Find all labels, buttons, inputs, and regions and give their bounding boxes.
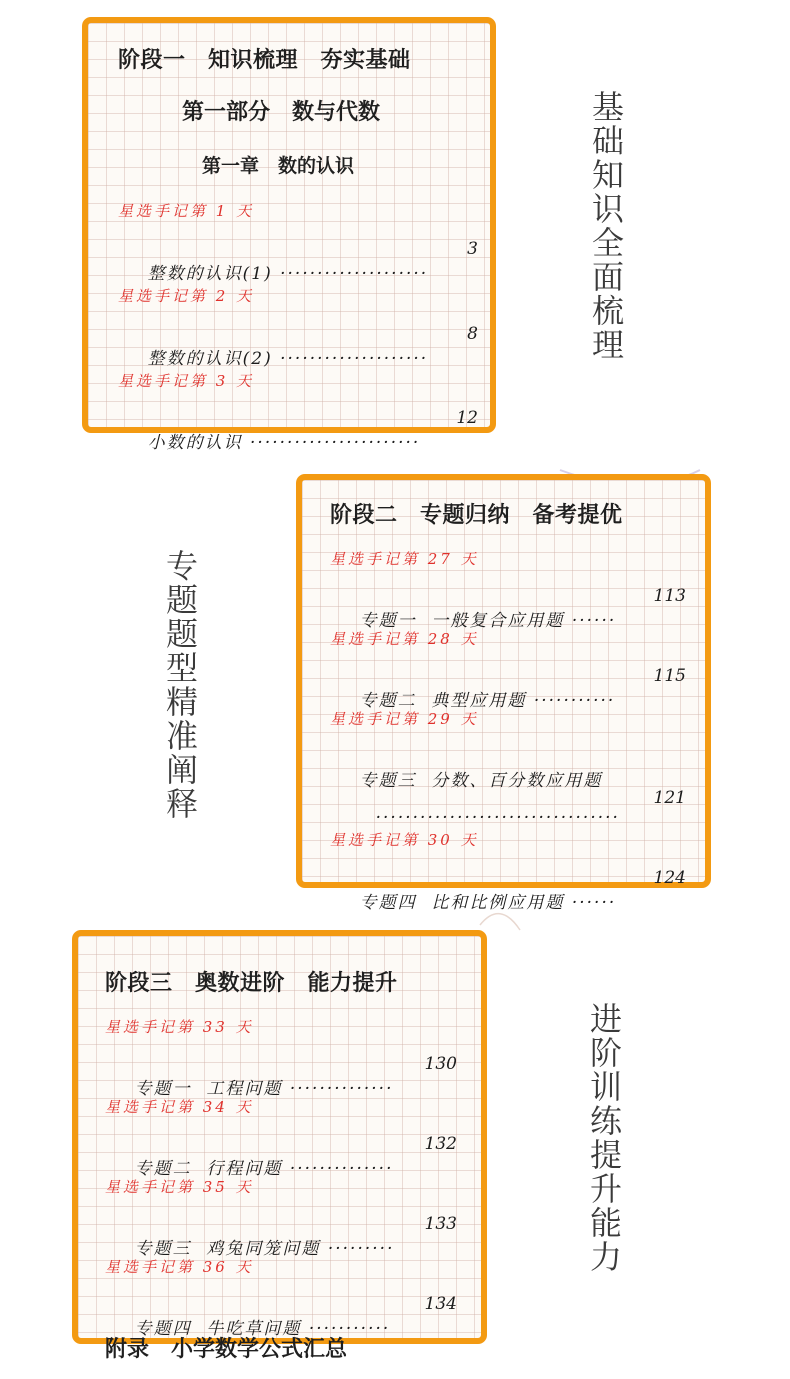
toc-entry[interactable] bbox=[118, 324, 478, 409]
day-note: 星选手记第 34 天 bbox=[105, 1098, 254, 1116]
entry-label: 专题二 典型应用题 ··········· bbox=[359, 691, 616, 711]
day-note: 星选手记第 2 天 bbox=[118, 287, 255, 305]
page-number: 134 bbox=[424, 1294, 457, 1314]
page-number: 3 bbox=[467, 239, 478, 259]
toc-card-stage-2 bbox=[296, 474, 711, 913]
day-note: 星选手记第 29 天 bbox=[330, 710, 479, 728]
page-number: 130 bbox=[424, 1054, 457, 1074]
entry-label: 专题三 分数、百分数应用题 bbox=[359, 771, 603, 791]
side-caption-3: 进阶训练提升能力 bbox=[589, 1000, 622, 1276]
day-note: 星选手记第 27 天 bbox=[330, 550, 479, 568]
entry-label: 小数的认识 ······················· bbox=[147, 433, 421, 453]
day-note: 星选手记第 28 天 bbox=[330, 630, 479, 648]
page-number: 12 bbox=[456, 408, 478, 428]
entry-leader: ································· bbox=[375, 808, 620, 828]
appendix-title-cutoff: 附录 小学数学公式汇总 bbox=[105, 1337, 348, 1362]
entry-label: 整数的认识(1) ···················· bbox=[147, 264, 429, 284]
stage-2-title: 阶段二 专题归纳 备考提优 bbox=[330, 503, 623, 528]
day-note: 星选手记第 1 天 bbox=[118, 202, 255, 220]
entry-label: 整数的认识(2) ···················· bbox=[147, 349, 429, 369]
stage-3-title: 阶段三 奥数进阶 能力提升 bbox=[105, 971, 398, 996]
day-note: 星选手记第 30 天 bbox=[330, 831, 479, 849]
day-note: 星选手记第 33 天 bbox=[105, 1018, 254, 1036]
side-caption-2: 专题题型精准阐释 bbox=[165, 547, 198, 823]
page-number: 113 bbox=[653, 586, 686, 606]
toc-card-stage-3 bbox=[72, 930, 487, 1362]
entry-label: 专题一 一般复合应用题 ······ bbox=[359, 611, 617, 631]
side-caption-1: 基础知识全面梳理 bbox=[591, 88, 624, 364]
entry-label: 专题四 比和比例应用题 ······ bbox=[359, 893, 617, 913]
page-number: 132 bbox=[424, 1134, 457, 1154]
entry-label: 专题二 行程问题 ·············· bbox=[134, 1159, 394, 1179]
part-title: 第一部分 数与代数 bbox=[182, 100, 381, 125]
entry-label: 专题四 牛吃草问题 ··········· bbox=[134, 1319, 391, 1339]
day-note: 星选手记第 36 天 bbox=[105, 1258, 254, 1276]
toc-entry[interactable] bbox=[118, 239, 478, 324]
toc-card-stage-1 bbox=[82, 17, 496, 453]
chapter-title: 第一章 数的认识 bbox=[202, 155, 355, 177]
day-note: 星选手记第 35 天 bbox=[105, 1178, 254, 1196]
page-number: 121 bbox=[653, 788, 686, 808]
toc-entry-continued[interactable] bbox=[346, 788, 686, 868]
stage-1-title: 阶段一 知识梳理 夯实基础 bbox=[118, 48, 411, 73]
day-note: 星选手记第 3 天 bbox=[118, 372, 255, 390]
page-number: 8 bbox=[467, 324, 478, 344]
page-number: 124 bbox=[653, 868, 686, 888]
page-number: 133 bbox=[424, 1214, 457, 1234]
entry-label: 专题一 工程问题 ·············· bbox=[134, 1079, 394, 1099]
entry-label: 专题三 鸡兔同笼问题 ········· bbox=[134, 1239, 395, 1259]
page-number: 115 bbox=[653, 666, 686, 686]
